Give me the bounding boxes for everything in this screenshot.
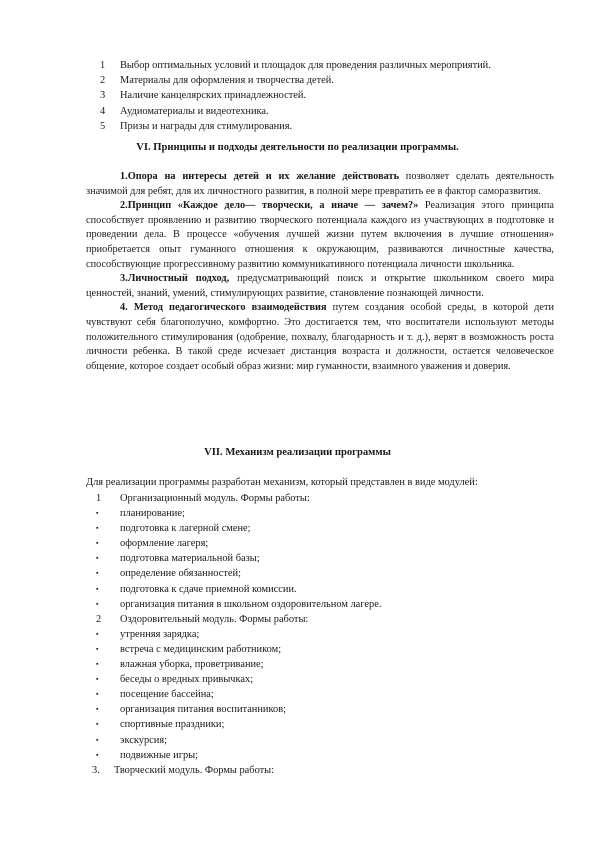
square-bullet-icon: ▪ — [96, 675, 99, 684]
list-item: ▪ встреча с медицинским работником; — [96, 643, 282, 655]
list-item: ▪ утренняя зарядка; — [96, 628, 200, 640]
square-bullet-icon: ▪ — [96, 629, 99, 638]
square-bullet-icon: ▪ — [96, 539, 99, 548]
square-bullet-icon: ▪ — [96, 554, 99, 563]
list-item: ▪ экскурсия; — [96, 734, 167, 746]
list-item: ▪ посещение бассейна; — [96, 689, 214, 701]
principle-1-paragraph: 1.Опора на интересы детей и их желание действовать позволяет сделать деятельность значимой для ребят, для их личностного развития, в полной мере превратить ее в фактор саморазвития. — [86, 171, 554, 197]
square-bullet-icon: ▪ — [96, 660, 99, 669]
square-bullet-icon: ▪ — [96, 644, 99, 653]
list-item: ▪ определение обязанностей; — [96, 568, 241, 580]
list-item: 5 Призы и награды для стимулирования. — [100, 120, 293, 132]
principles-text — [86, 170, 554, 374]
square-bullet-icon: ▪ — [96, 524, 99, 533]
list-item: ▪ организация питания воспитанников; — [96, 704, 286, 716]
square-bullet-icon: ▪ — [96, 509, 99, 518]
list-item: 1 Выбор оптимальных условий и площадок для проведения различных мероприятий. — [100, 60, 491, 71]
section-6-heading: VI. Принципы и подходы деятельности по реализации программы. — [136, 142, 459, 153]
list-item: 2 Материалы для оформления и творчества детей. — [100, 75, 334, 87]
square-bullet-icon: ▪ — [96, 735, 99, 744]
list-item: ▪ организация питания в школьном оздоровительном лагере. — [96, 598, 382, 610]
list-item: ▪ беседы о вредных привычках; — [96, 674, 254, 686]
list-item: ▪ оформление лагеря; — [96, 538, 209, 550]
square-bullet-icon: ▪ — [96, 720, 99, 729]
square-bullet-icon: ▪ — [96, 690, 99, 699]
list-item: ▪ влажная уборка, проветривание; — [96, 659, 264, 671]
module-heading: 2 Оздоровительный модуль. Формы работы: — [96, 613, 309, 625]
principle-3-paragraph: 3.Личностный подход, предусматривающий поиск и открытие школьником своего мира ценностей, знаний, умений, стимулирующих развитие, становление познающей личности. — [86, 273, 554, 299]
square-bullet-icon: ▪ — [96, 750, 99, 759]
principle-2-paragraph: 2.Принцип «Каждое дело— творчески, а иначе — зачем?» Реализация этого принципа способствует проявлению и развитию творческого потенциала каждого из участвующих в подготовке и проведении дела. В процессе «обучения лучшей жизни путем включения в лучшие отношения» приобретается опыт гуманного отношения к окружающим, развиваются личностные качества, способствующие прогрессивному развитию коммуникативного потенциала личности школьника. — [86, 200, 554, 270]
list-item: 3 Наличие канцелярских принадлежностей. — [100, 90, 307, 102]
list-item: ▪ подготовка к сдаче приемной комиссии. — [96, 583, 297, 595]
list-item: ▪ спортивные праздники; — [96, 719, 225, 731]
list-item: ▪ подвижные игры; — [96, 749, 199, 761]
resources-list — [100, 58, 560, 134]
square-bullet-icon: ▪ — [96, 569, 99, 578]
list-item: 4 Аудиоматериалы и видеотехника. — [100, 105, 269, 117]
list-item: ▪ подготовка материальной базы; — [96, 553, 260, 565]
list-item: ▪ подготовка к лагерной смене; — [96, 523, 251, 535]
module-heading: 1 Организационный модуль. Формы работы: — [96, 493, 310, 504]
principle-4-paragraph: 4. Метод педагогического взаимодействия путем создания особой среды, в которой дети чувствуют себя благополучно, комфортно. Это достигается тем, что воспитатели используют методы положительного стимулирования (одобрение, похвалу, благодарность и т. д.), верят в возможность роста личности ребенка. В такой среде исчезает дистанция возраста и должности, остается человеческое общение, которое создает особый образ жизни: мир гуманности, взаимного уважения и доверия. — [86, 302, 554, 372]
square-bullet-icon: ▪ — [96, 599, 99, 608]
square-bullet-icon: ▪ — [96, 584, 99, 593]
square-bullet-icon: ▪ — [96, 705, 99, 714]
module-heading: 3. Творческий модуль. Формы работы: — [92, 764, 275, 776]
modules-list — [92, 491, 536, 778]
section-7-heading: VII. Механизм реализации программы — [204, 447, 391, 458]
list-item: ▪ планирование; — [96, 508, 185, 520]
modules-intro: Для реализации программы разработан механизм, который представлен в виде модулей: — [86, 477, 478, 488]
